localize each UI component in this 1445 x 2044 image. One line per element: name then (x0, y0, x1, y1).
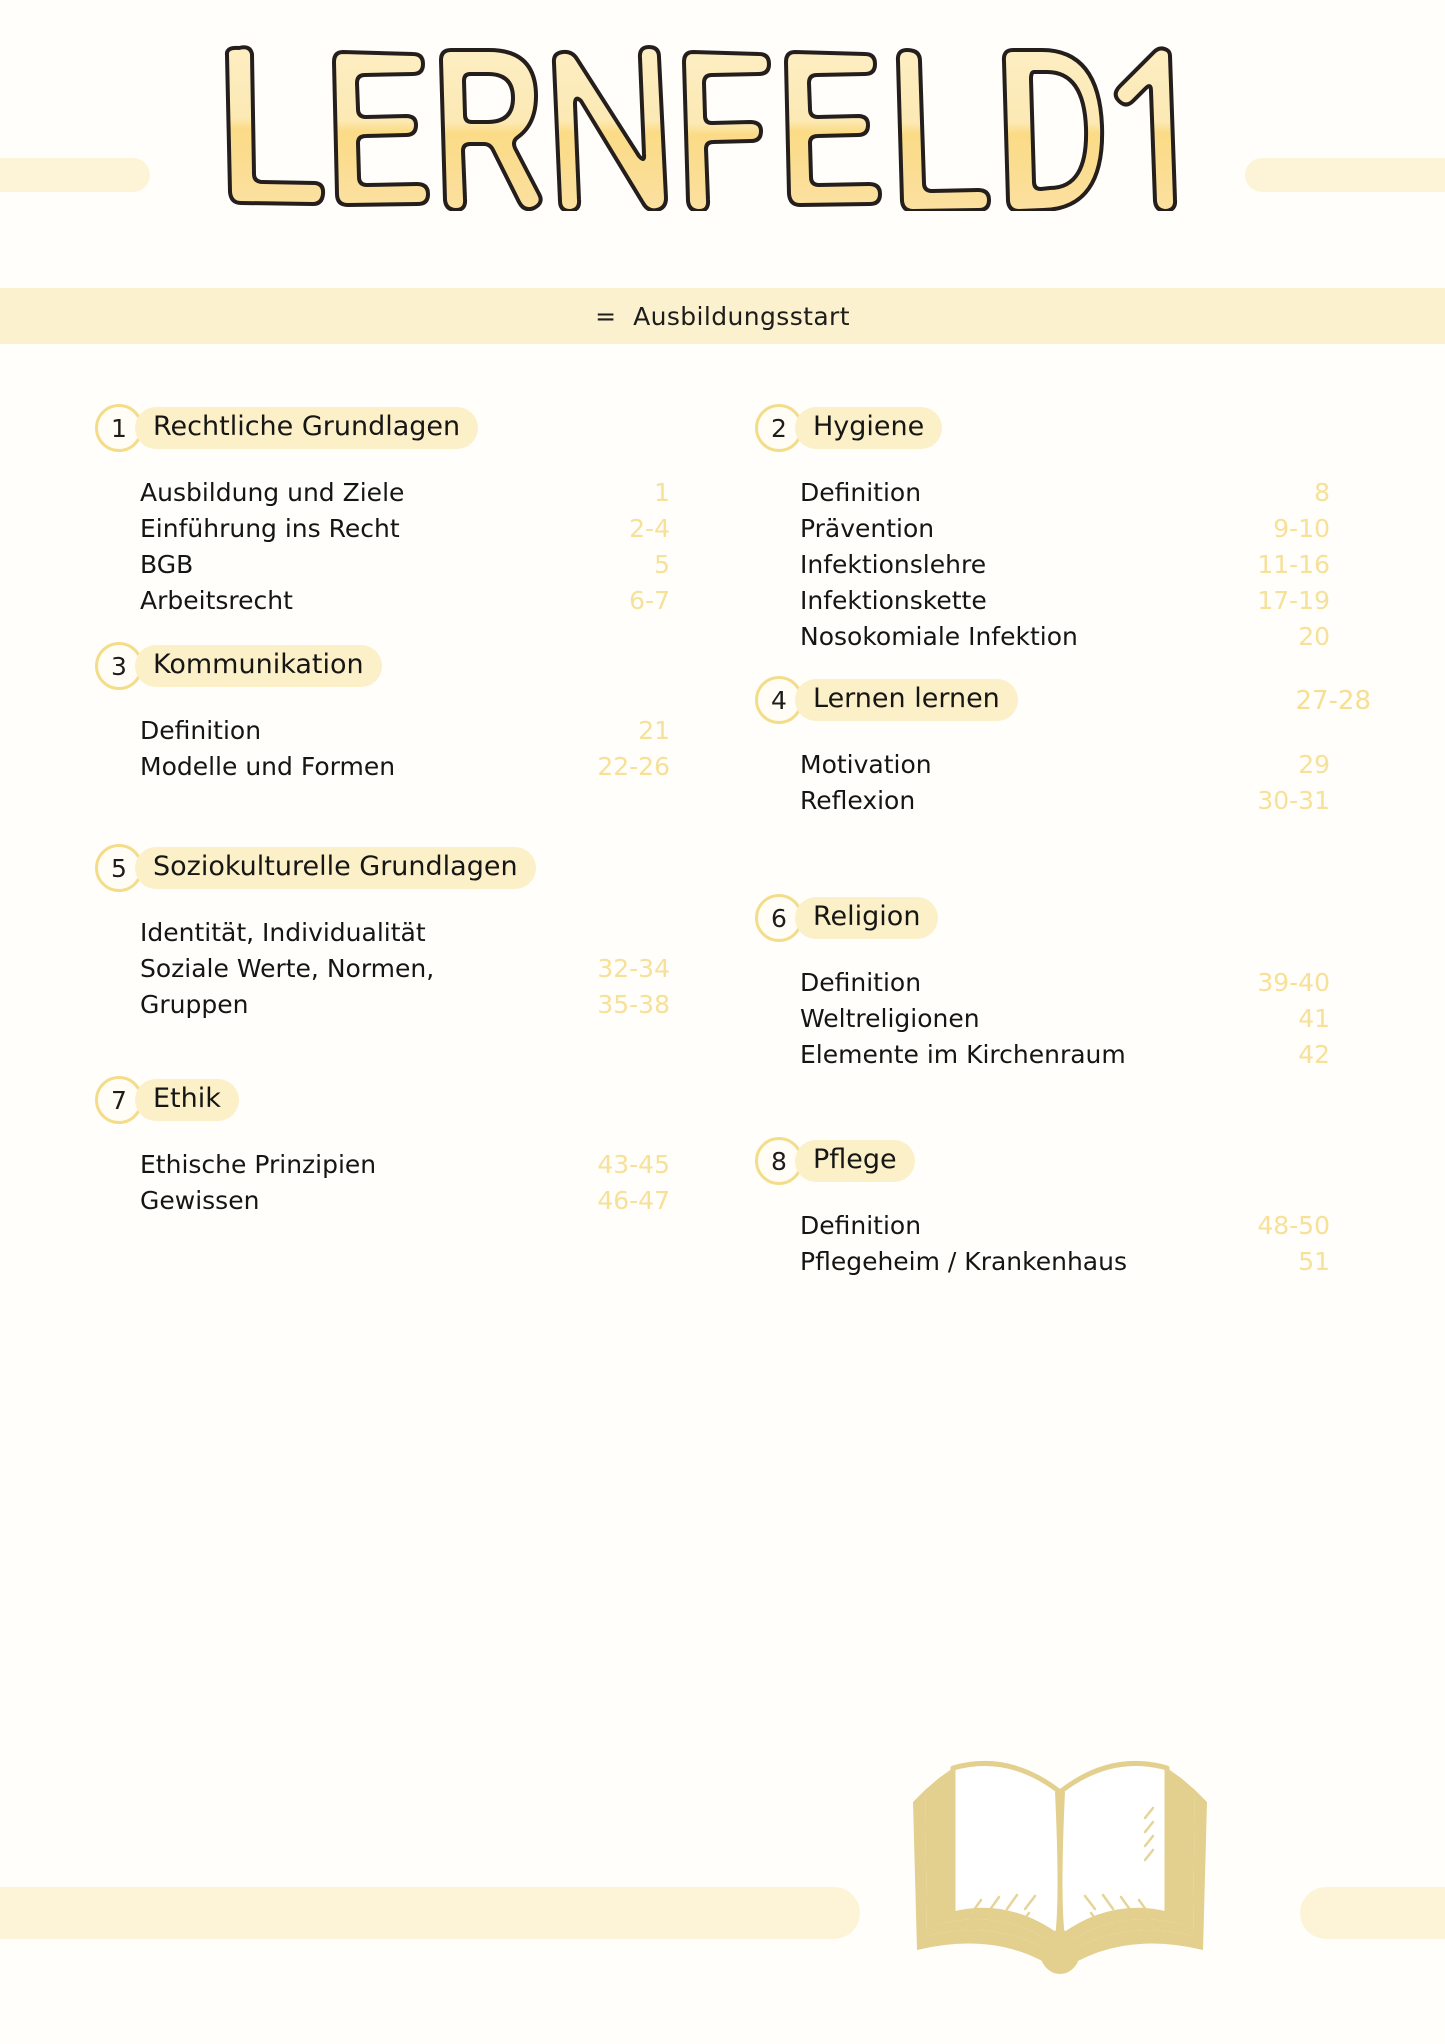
bottom-left-decor-bar (0, 1887, 860, 1939)
entry-page-number: 21 (638, 716, 670, 745)
toc-entry[interactable] (140, 1186, 670, 1222)
entry-label: Ethische Prinzipien (140, 1150, 377, 1179)
section-header[interactable] (755, 672, 1375, 728)
entry-page-number: 43-45 (597, 1150, 670, 1179)
entry-label: Definition (800, 968, 922, 997)
section-number-badge: 7 (95, 1076, 143, 1124)
entry-page-number: 22-26 (597, 752, 670, 781)
toc-entry[interactable] (800, 514, 1330, 550)
entry-label: Arbeitsrecht (140, 586, 293, 615)
toc-entry[interactable] (800, 550, 1330, 586)
entry-page-number: 51 (1298, 1247, 1330, 1276)
entry-page-number: 8 (1314, 478, 1330, 507)
section-header[interactable] (95, 840, 715, 896)
section-page-range: 27-28 (1295, 686, 1371, 716)
toc-entry[interactable] (140, 586, 670, 622)
entry-page-number: 42 (1298, 1040, 1330, 1069)
section-header[interactable] (95, 1072, 715, 1128)
entry-page-number: 29 (1298, 750, 1330, 779)
entry-page-number: 5 (654, 550, 670, 579)
section-title: Pflege (795, 1140, 915, 1182)
toc-section-hygiene (755, 400, 1375, 658)
toc-entry[interactable] (800, 1004, 1330, 1040)
section-title: Kommunikation (135, 645, 382, 687)
section-entry-list (95, 478, 670, 622)
toc-section-pflege (755, 1133, 1375, 1283)
toc-section-kommunikation (95, 638, 715, 788)
section-header[interactable] (95, 638, 715, 694)
entry-label: Ausbildung und Ziele (140, 478, 405, 507)
entry-label: Einführung ins Recht (140, 514, 400, 543)
entry-page-number: 39-40 (1257, 968, 1330, 997)
section-title: Soziokulturelle Grundlagen (135, 847, 536, 889)
toc-entry[interactable] (140, 478, 670, 514)
section-title: Religion (795, 897, 938, 939)
toc-section-rechtliche-grundlagen (95, 400, 715, 622)
entry-label: Reflexion (800, 786, 916, 815)
entry-page-number: 9-10 (1273, 514, 1330, 543)
section-title: Rechtliche Grundlagen (135, 407, 478, 449)
entry-page-number: 1 (654, 478, 670, 507)
entry-page-number: 6-7 (629, 586, 670, 615)
toc-entry[interactable] (800, 750, 1330, 786)
section-header[interactable] (755, 400, 1375, 456)
toc-section-ethik (95, 1072, 715, 1222)
entry-label: Infektionslehre (800, 550, 987, 579)
entry-page-number: 46-47 (597, 1186, 670, 1215)
section-entry-list (755, 750, 1330, 822)
toc-entry[interactable] (800, 1247, 1330, 1283)
subtitle-banner (0, 288, 1445, 344)
toc-entry[interactable] (140, 990, 670, 1026)
section-number-badge: 2 (755, 404, 803, 452)
entry-label: Modelle und Formen (140, 752, 396, 781)
entry-label: Definition (800, 1211, 922, 1240)
entry-page-number: 35-38 (597, 990, 670, 1019)
entry-label: Definition (800, 478, 922, 507)
section-header[interactable] (755, 1133, 1375, 1189)
entry-label: Nosokomiale Infektion (800, 622, 1078, 651)
toc-entry[interactable] (140, 918, 670, 954)
bottom-right-decor-bar (1300, 1887, 1445, 1939)
entry-label: Definition (140, 716, 262, 745)
toc-entry[interactable] (140, 1150, 670, 1186)
entry-label: Identität, Individualität (140, 918, 426, 947)
toc-entry[interactable] (140, 550, 670, 586)
entry-page-number: 48-50 (1257, 1211, 1330, 1240)
entry-page-number: 11-16 (1257, 550, 1330, 579)
section-number-badge: 8 (755, 1137, 803, 1185)
toc-section-lernen-lernen (755, 672, 1375, 822)
entry-label: Prävention (800, 514, 935, 543)
toc-entry[interactable] (800, 1211, 1330, 1247)
section-header[interactable] (755, 890, 1375, 946)
title-lettering (223, 36, 1223, 211)
entry-page-number: 32-34 (597, 954, 670, 983)
entry-page-number: 20 (1298, 622, 1330, 651)
toc-entry[interactable] (800, 586, 1330, 622)
toc-entry[interactable] (140, 514, 670, 550)
section-number-badge: 1 (95, 404, 143, 452)
entry-label: Weltreligionen (800, 1004, 980, 1033)
section-title: Ethik (135, 1079, 239, 1121)
entry-label: BGB (140, 550, 194, 579)
entry-page-number: 2-4 (629, 514, 670, 543)
section-title: Lernen lernen (795, 679, 1018, 721)
section-entry-list (755, 478, 1330, 658)
entry-label: Pflegeheim / Krankenhaus (800, 1247, 1127, 1276)
toc-entry[interactable] (800, 786, 1330, 822)
toc-entry[interactable] (800, 478, 1330, 514)
section-entry-list (95, 716, 670, 788)
toc-section-religion (755, 890, 1375, 1076)
page-title (0, 28, 1445, 218)
section-number-badge: 6 (755, 894, 803, 942)
entry-label: Motivation (800, 750, 932, 779)
section-entry-list (95, 918, 670, 1026)
toc-entry[interactable] (800, 1040, 1330, 1076)
toc-entry[interactable] (800, 622, 1330, 658)
entry-page-number: 30-31 (1257, 786, 1330, 815)
section-entry-list (95, 1150, 670, 1222)
open-book-icon (905, 1700, 1215, 2000)
section-header[interactable] (95, 400, 715, 456)
section-entry-list (755, 968, 1330, 1076)
entry-label: Elemente im Kirchenraum (800, 1040, 1126, 1069)
toc-entry[interactable] (140, 716, 670, 752)
subtitle-text: = Ausbildungsstart (595, 301, 850, 331)
entry-page-number: 17-19 (1257, 586, 1330, 615)
toc-section-soziokulturelle-grundlagen (95, 840, 715, 1026)
entry-label: Gruppen (140, 990, 249, 1019)
section-number-badge: 3 (95, 642, 143, 690)
toc-entry[interactable] (140, 954, 670, 990)
toc-entry[interactable] (800, 968, 1330, 1004)
entry-label: Gewissen (140, 1186, 260, 1215)
section-title: Hygiene (795, 407, 942, 449)
entry-page-number: 41 (1298, 1004, 1330, 1033)
entry-label: Soziale Werte, Normen, (140, 954, 435, 983)
section-number-badge: 4 (755, 676, 803, 724)
section-number-badge: 5 (95, 844, 143, 892)
table-of-contents (0, 400, 1445, 1700)
section-entry-list (755, 1211, 1330, 1283)
toc-entry[interactable] (140, 752, 670, 788)
entry-label: Infektionskette (800, 586, 987, 615)
